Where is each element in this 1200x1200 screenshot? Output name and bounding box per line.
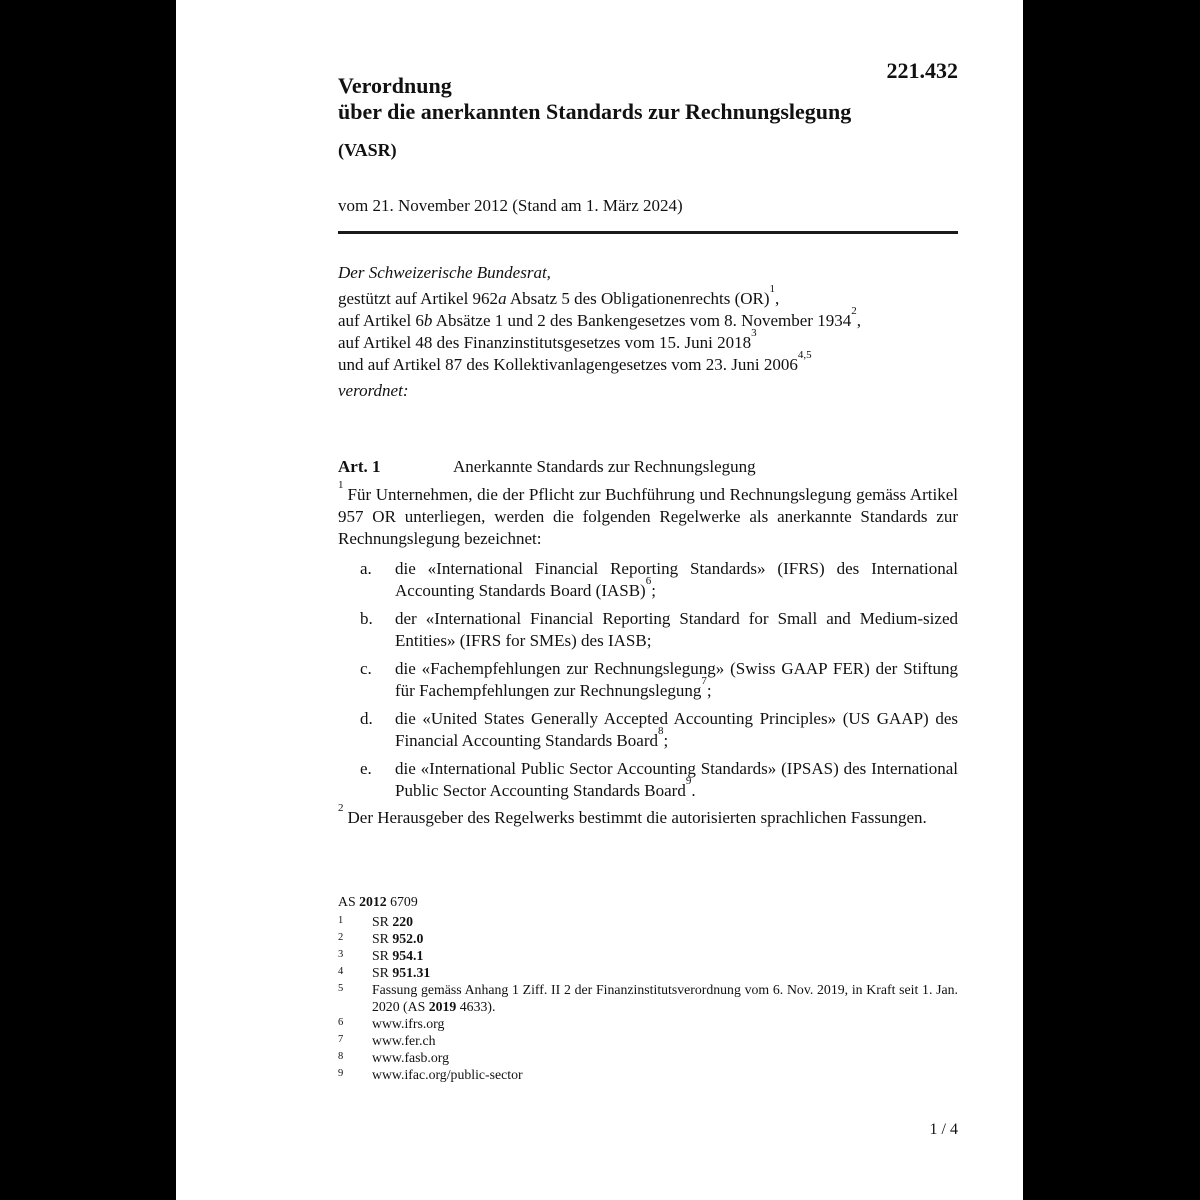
preamble-text: , — [856, 311, 861, 330]
footnote-number: 4 — [338, 966, 344, 977]
footnote-ref: 3 — [751, 327, 757, 340]
paragraph-text: Der Herausgeber des Regelwerks bestimmt die autorisierten sprachlichen Fassungen. — [347, 808, 927, 827]
item-text: die «International Financial Reporting Standards» (IFRS) des International Accounting Standards Board (IASB) — [395, 559, 958, 600]
footnote-ref: 2 — [851, 305, 857, 318]
article-label: Art. 1 — [338, 457, 381, 476]
list-item — [338, 758, 958, 802]
footnote-ref: 7 — [701, 675, 707, 688]
preamble-intro: Der Schweizerische Bundesrat, — [338, 263, 551, 282]
footnote-item — [338, 1032, 958, 1049]
footnote-link-text: www.fasb.org — [372, 1050, 450, 1065]
footnote-bold: 2012 — [359, 894, 387, 909]
preamble-closing: verordnet: — [338, 381, 409, 400]
footnote-number: 7 — [338, 1034, 344, 1045]
item-marker: e. — [360, 759, 372, 778]
article-heading-text: Anerkannte Standards zur Rechnungslegung — [453, 457, 756, 476]
paragraph-text: Für Unternehmen, die der Pflicht zur Buchführung und Rechnungslegung gemäss Artikel 957 OR unterliegen, werden die folgenden Regelwerke als anerkannte Standards zur Rechnungslegung bezeichnet: — [338, 485, 958, 548]
footnote-bold: 952.0 — [392, 931, 424, 946]
item-tail: . — [691, 781, 696, 800]
footnote-text: 6709 — [386, 894, 418, 909]
paragraph-2 — [338, 802, 958, 829]
italic-letter: a — [498, 289, 507, 308]
footnote-bold: 951.31 — [392, 965, 431, 980]
footnote-number: 1 — [338, 915, 344, 926]
footnote-text: SR — [372, 948, 393, 963]
list-item — [338, 608, 958, 652]
document-page — [176, 0, 1023, 1200]
footnote-text: SR — [372, 965, 393, 980]
footnote-as-line — [338, 893, 958, 910]
preamble-text: gestützt auf Artikel 962 — [338, 289, 499, 308]
footnote-text: SR — [372, 931, 393, 946]
item-text: die «United States Generally Accepted Accounting Principles» (US GAAP) des Financial Accounting Standards Board — [395, 709, 958, 750]
item-marker: c. — [360, 659, 372, 678]
doc-number: 221.432 — [886, 58, 958, 83]
footnote-item — [338, 1066, 958, 1083]
footnote-bold: 2019 — [428, 999, 457, 1014]
footnote-number: 3 — [338, 949, 344, 960]
footnote-number: 8 — [338, 1051, 344, 1062]
footnote-number: 9 — [338, 1068, 344, 1079]
footnote-item — [338, 964, 958, 981]
footnote-ref: 8 — [657, 725, 664, 738]
footnote-item — [338, 1049, 958, 1066]
preamble-line — [338, 327, 958, 354]
item-marker: b. — [360, 609, 373, 628]
footnote-item — [338, 913, 958, 930]
title-abbreviation: (VASR) — [338, 140, 397, 160]
list-item — [338, 658, 958, 702]
footnote-ref: 1 — [769, 283, 776, 296]
item-tail: ; — [663, 731, 669, 750]
list-item — [338, 558, 958, 602]
page-number: 1 / 4 — [929, 1121, 958, 1138]
footnote-ref: 9 — [685, 775, 692, 788]
item-text: die «Fachempfehlungen zur Rechnungslegung» (Swiss GAAP FER) der Stiftung für Fachempfehlungen zur Rechnungslegung — [395, 659, 958, 700]
preamble-text: auf Artikel 48 des Finanzinstitutsgesetzes vom 15. Juni 2018 — [338, 333, 752, 352]
preamble-line — [338, 283, 958, 310]
preamble-text: Absätze 1 und 2 des Bankengesetzes vom 8. November 1934 — [432, 311, 852, 330]
footnote-link-text: www.ifrs.org — [372, 1016, 445, 1031]
preamble-line — [338, 349, 958, 376]
footnote-text: Fassung gemäss Anhang 1 Ziff. II 2 der Finanzinstitutsverordnung vom 6. Nov. 2019, in Kraft seit 1. Jan. 2020 (AS — [372, 982, 958, 1014]
item-marker: d. — [360, 709, 373, 728]
title-line-2: über die anerkannten Standards zur Rechnungslegung — [338, 99, 852, 124]
footnote-number: 6 — [338, 1017, 344, 1028]
item-tail: ; — [651, 581, 656, 600]
standards-list — [338, 558, 958, 802]
footnote-link-text: www.fer.ch — [372, 1033, 436, 1048]
item-marker: a. — [360, 559, 372, 578]
document-content — [338, 0, 958, 1083]
preamble-text: Absatz 5 des Obligationenrechts (OR) — [506, 289, 770, 308]
preamble-text: , — [775, 289, 780, 308]
title-line-1: Verordnung — [338, 73, 452, 98]
footnote-text: 4633). — [456, 999, 496, 1014]
italic-letter: b — [423, 311, 433, 330]
footnote-text: SR — [372, 914, 393, 929]
footnote-bold: 954.1 — [392, 948, 424, 963]
document-title — [338, 73, 958, 125]
separator-rule — [338, 231, 958, 234]
footnote-text: AS — [338, 894, 360, 909]
date-line: vom 21. November 2012 (Stand am 1. März 2024) — [338, 196, 683, 215]
preamble-text: auf Artikel 6 — [338, 311, 424, 330]
footnote-item — [338, 930, 958, 947]
preamble-text: und auf Artikel 87 des Kollektivanlagengesetzes vom 23. Juni 2006 — [338, 355, 798, 374]
footnote-ref: 6 — [645, 575, 652, 588]
list-item — [338, 708, 958, 752]
footnote-item — [338, 981, 958, 1015]
item-text: der «International Financial Reporting Standard for Small and Medium-sized Entities» (IFRS for SMEs) des IASB; — [395, 609, 958, 650]
preamble-line — [338, 305, 958, 332]
footnote-number: 2 — [338, 932, 344, 943]
paragraph-1 — [338, 479, 958, 550]
footnote-item — [338, 1015, 958, 1032]
footnote-item — [338, 947, 958, 964]
footnote-bold: 220 — [392, 914, 414, 929]
item-text: die «International Public Sector Accounting Standards» (IPSAS) des International Public Sector Accounting Standards Board — [395, 759, 958, 800]
preamble-block — [338, 283, 958, 376]
footnotes-block — [338, 893, 958, 1083]
footnote-link-text: www.ifac.org/public-sector — [372, 1067, 523, 1082]
footnote-number: 5 — [338, 983, 344, 994]
paragraph-marker: 2 — [338, 802, 344, 815]
paragraph-marker: 1 — [338, 479, 344, 492]
item-tail: ; — [706, 681, 712, 700]
article-heading — [338, 456, 958, 478]
footnote-ref: 4,5 — [797, 349, 812, 362]
